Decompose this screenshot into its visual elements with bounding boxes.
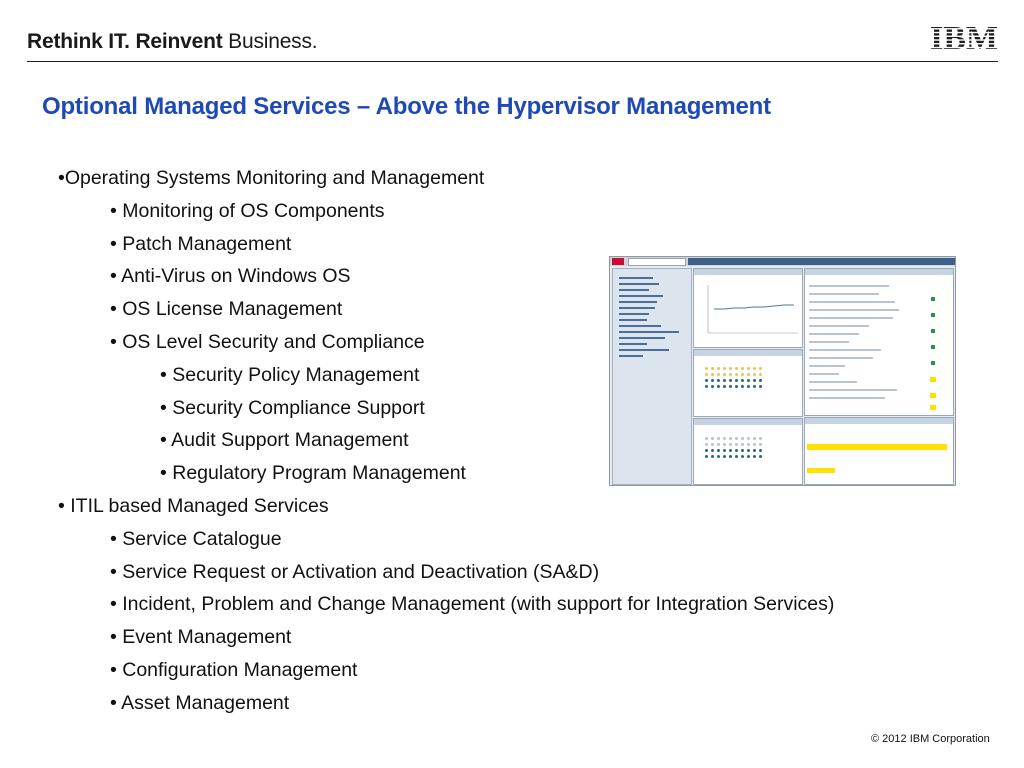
screenshot-dot [747, 437, 750, 440]
screenshot-service-panel [804, 268, 954, 416]
screenshot-row [809, 357, 873, 359]
screenshot-dot [759, 373, 762, 376]
bullet-item: • OS License Management [110, 298, 343, 321]
screenshot-search-box [628, 258, 686, 266]
screenshot-dot [723, 449, 726, 452]
screenshot-dot [711, 437, 714, 440]
screenshot-dot [759, 437, 762, 440]
bullet-item: • Service Catalogue [110, 527, 282, 550]
screenshot-panel-header [805, 418, 953, 424]
screenshot-dot [753, 449, 756, 452]
screenshot-dot [729, 385, 732, 388]
screenshot-row [809, 317, 893, 319]
screenshot-nav-line [619, 337, 665, 339]
bullet-item: • Security Compliance Support [160, 396, 425, 419]
screenshot-dot [723, 379, 726, 382]
copyright: © 2012 IBM Corporation [871, 733, 990, 745]
screenshot-dot [717, 379, 720, 382]
bullet-item: • Security Policy Management [160, 363, 420, 386]
bullet-item: • Audit Support Management [160, 429, 409, 452]
screenshot-dot [723, 455, 726, 458]
screenshot-dot [723, 373, 726, 376]
bullet-item: • Anti-Virus on Windows OS [110, 265, 351, 288]
bullet-item: • OS Level Security and Compliance [110, 330, 425, 353]
bullet-item: • Monitoring of OS Components [110, 199, 385, 222]
screenshot-dot [753, 455, 756, 458]
screenshot-nav-line [619, 313, 649, 315]
screenshot-nav-line [619, 283, 659, 285]
screenshot-dot [759, 367, 762, 370]
screenshot-dot [723, 385, 726, 388]
screenshot-dot [741, 449, 744, 452]
bullet-item: • Incident, Problem and Change Management (with support for Integration Services) [110, 593, 835, 616]
screenshot-nav-line [619, 331, 679, 333]
screenshot-dot [729, 379, 732, 382]
screenshot-capacity-panel [693, 349, 803, 417]
screenshot-nav-line [619, 307, 655, 309]
screenshot-highlight-row [807, 444, 947, 450]
screenshot-highlight-cell [807, 468, 835, 473]
tagline-bold: Rethink IT. Reinvent [27, 30, 223, 53]
screenshot-status-ok [931, 329, 935, 333]
screenshot-row [809, 341, 849, 343]
header-tagline [27, 30, 317, 54]
screenshot-dot [735, 455, 738, 458]
screenshot-dot [753, 443, 756, 446]
screenshot-dot [705, 373, 708, 376]
screenshot-dot [753, 373, 756, 376]
screenshot-dot [735, 373, 738, 376]
screenshot-dot [717, 367, 720, 370]
screenshot-row [809, 373, 839, 375]
screenshot-dot [741, 373, 744, 376]
screenshot-dot [723, 437, 726, 440]
screenshot-dot [741, 367, 744, 370]
screenshot-nav-line [619, 277, 653, 279]
screenshot-logo [612, 258, 624, 265]
screenshot-dot [759, 379, 762, 382]
screenshot-dot [735, 437, 738, 440]
bullet-item: • Configuration Management [110, 658, 358, 681]
screenshot-dot [747, 367, 750, 370]
screenshot-row [809, 293, 879, 295]
screenshot-panel-header [694, 419, 802, 425]
screenshot-dot [759, 443, 762, 446]
screenshot-dot [735, 449, 738, 452]
screenshot-nav-line [619, 319, 647, 321]
screenshot-row [809, 389, 897, 391]
screenshot-tab-bar [688, 258, 955, 265]
screenshot-dot [735, 443, 738, 446]
screenshot-dot [711, 373, 714, 376]
dashboard-screenshot [609, 256, 956, 486]
screenshot-dot [759, 449, 762, 452]
screenshot-dot [723, 443, 726, 446]
screenshot-status-ok [931, 361, 935, 365]
header-divider [27, 61, 998, 62]
screenshot-nav-line [619, 355, 643, 357]
screenshot-dot [717, 385, 720, 388]
ibm-logo [930, 22, 998, 52]
screenshot-dot [741, 455, 744, 458]
screenshot-dot [729, 449, 732, 452]
svg-text:IBM: IBM [930, 22, 998, 52]
screenshot-panel-header [805, 269, 953, 275]
screenshot-dot [759, 455, 762, 458]
screenshot-status-ok [931, 297, 935, 301]
screenshot-nav-line [619, 301, 657, 303]
screenshot-row [809, 381, 857, 383]
screenshot-dot [747, 379, 750, 382]
screenshot-dot [711, 385, 714, 388]
screenshot-dot [705, 367, 708, 370]
screenshot-dot [729, 367, 732, 370]
screenshot-row [809, 333, 859, 335]
screenshot-dot [711, 443, 714, 446]
bullet-item: • Patch Management [110, 232, 292, 255]
screenshot-dot [741, 385, 744, 388]
screenshot-dot [735, 367, 738, 370]
screenshot-dot [753, 437, 756, 440]
screenshot-nav-line [619, 295, 663, 297]
screenshot-dot [741, 379, 744, 382]
screenshot-dot [717, 437, 720, 440]
screenshot-dot [705, 385, 708, 388]
screenshot-dot [711, 455, 714, 458]
bullet-item: • Regulatory Program Management [160, 462, 466, 485]
screenshot-dot [711, 449, 714, 452]
screenshot-dot [705, 443, 708, 446]
bullet-item: • Event Management [110, 626, 292, 649]
screenshot-dot [753, 367, 756, 370]
screenshot-dot [729, 373, 732, 376]
screenshot-dot [705, 437, 708, 440]
screenshot-row [809, 397, 885, 399]
screenshot-nav-line [619, 325, 661, 327]
screenshot-dot [747, 443, 750, 446]
bullet-item: •Operating Systems Monitoring and Management [58, 167, 485, 189]
screenshot-status-ok [931, 313, 935, 317]
screenshot-status-warning [930, 393, 936, 398]
bullet-item: • Service Request or Activation and Deactivation (SA&D) [110, 560, 600, 583]
screenshot-dot [747, 455, 750, 458]
screenshot-dot [717, 373, 720, 376]
screenshot-dot [735, 385, 738, 388]
screenshot-dot [705, 379, 708, 382]
screenshot-panel-header [694, 350, 802, 356]
screenshot-row [809, 301, 895, 303]
screenshot-row [809, 349, 881, 351]
screenshot-sidebar [612, 268, 692, 485]
screenshot-status-warning [930, 377, 936, 382]
screenshot-status-ok [931, 345, 935, 349]
screenshot-dot [747, 373, 750, 376]
screenshot-dot [747, 449, 750, 452]
screenshot-dot [753, 385, 756, 388]
screenshot-dot [711, 367, 714, 370]
screenshot-dot [747, 385, 750, 388]
screenshot-nav-line [619, 343, 647, 345]
screenshot-row [809, 309, 899, 311]
screenshot-dot [729, 437, 732, 440]
screenshot-dot [705, 449, 708, 452]
tagline-regular: Business. [222, 30, 318, 53]
screenshot-dot [729, 443, 732, 446]
screenshot-dot [717, 449, 720, 452]
screenshot-chart-panel [693, 268, 803, 348]
screenshot-dot [741, 443, 744, 446]
screenshot-line-chart [694, 275, 802, 347]
screenshot-dot [717, 443, 720, 446]
screenshot-dot [753, 379, 756, 382]
screenshot-status-warning [930, 405, 936, 410]
screenshot-dot [729, 455, 732, 458]
bullet-item: • Asset Management [110, 691, 290, 714]
screenshot-row [809, 365, 845, 367]
screenshot-dot [705, 455, 708, 458]
screenshot-dot [759, 385, 762, 388]
screenshot-nav-line [619, 349, 669, 351]
screenshot-row [809, 285, 889, 287]
bullet-item: • ITIL based Managed Services [58, 494, 329, 517]
screenshot-dot [741, 437, 744, 440]
screenshot-dot [711, 379, 714, 382]
screenshot-dot [735, 379, 738, 382]
screenshot-dot [723, 367, 726, 370]
slide-title: Optional Managed Services – Above the Hypervisor Management [42, 93, 771, 120]
screenshot-row [809, 325, 869, 327]
screenshot-events-panel [804, 417, 954, 485]
screenshot-nav-line [619, 289, 649, 291]
screenshot-dot [717, 455, 720, 458]
